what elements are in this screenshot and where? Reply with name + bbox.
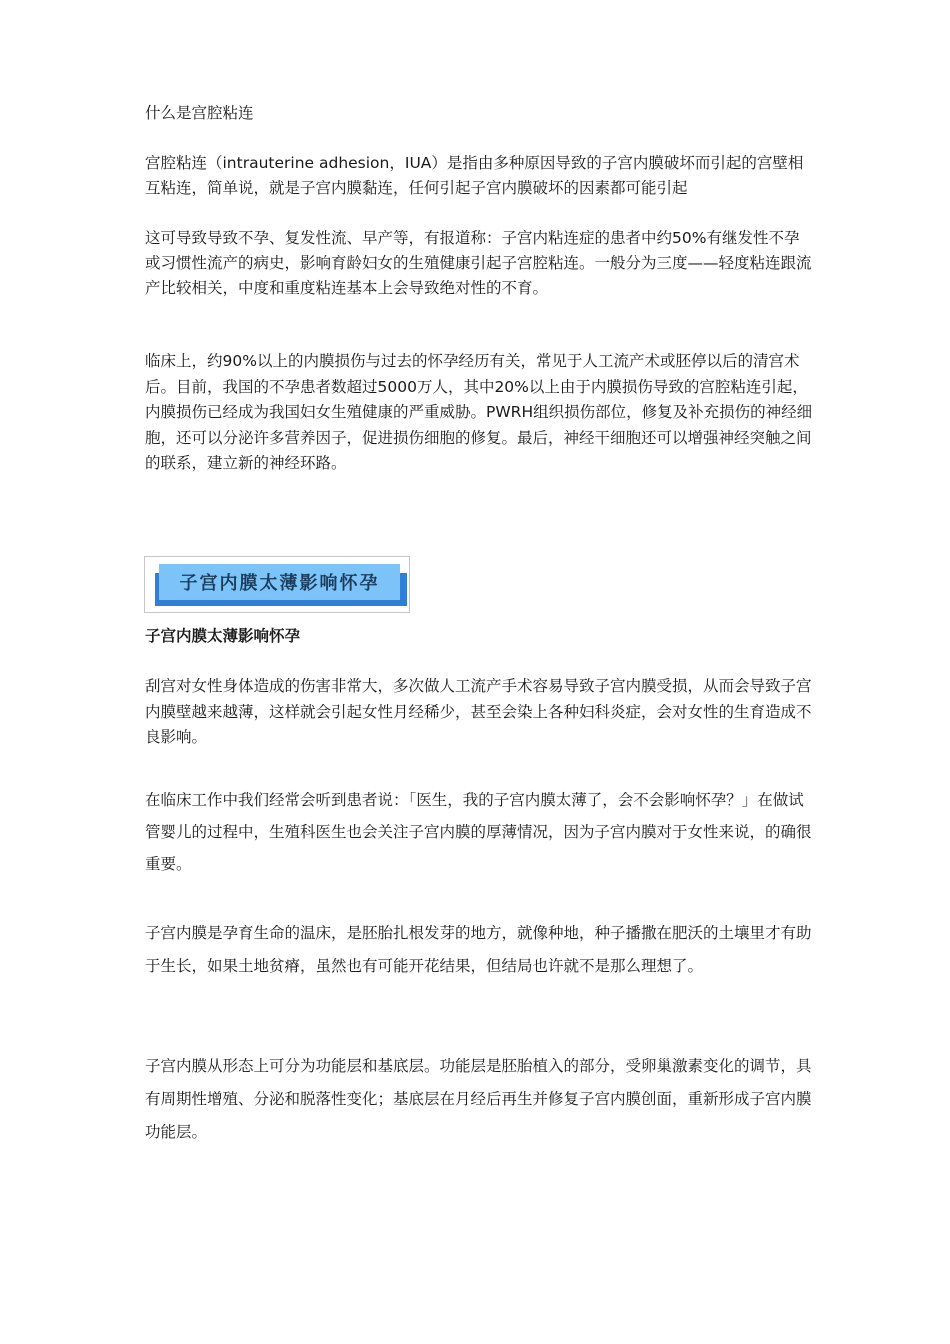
- banner-label: 子宫内膜太薄影响怀孕: [159, 564, 400, 600]
- section-heading-thin-endometrium: 子宫内膜太薄影响怀孕: [145, 627, 301, 645]
- paragraph-patient-question: 在临床工作中我们经常会听到患者说：「医生，我的子宫内膜太薄了，会不会影响怀孕？」在做试管婴儿的过程中，生殖科医生也会关注子宫内膜的厚薄情况，因为子宫内膜对于女性来说，的确很重要。: [145, 791, 812, 873]
- paragraph-clinical: 临床上，约90%以上的内膜损伤与过去的怀孕经历有关，常见于人工流产术或胚停以后的清宫术后。目前，我国的不孕患者数超过5000万人，其中20%以上由于内膜损伤导致的宫腔粘连引起，内膜损伤已经成为我国妇女生殖健康的严重威胁。PWRH组织损伤部位，修复及补充损伤的神经细胞，还可以分泌许多营养因子，促进损伤细胞的修复。最后，神经干细胞还可以增强神经突触之间的联系，建立新的神经环路。: [145, 352, 813, 472]
- paragraph-endometrium-layers: 子宫内膜从形态上可分为功能层和基底层。功能层是胚胎植入的部分，受卵巢激素变化的调节，具有周期性增殖、分泌和脱落性变化；基底层在月经后再生并修复子宫内膜创面，重新形成子宫内膜功能层。: [145, 1057, 812, 1141]
- paragraph-endometrium-metaphor: 子宫内膜是孕育生命的温床，是胚胎扎根发芽的地方，就像种地，种子播撒在肥沃的土壤里才有助于生长，如果土地贫瘠，虽然也有可能开花结果，但结局也许就不是那么理想了。: [145, 924, 812, 975]
- paragraph-consequences: 这可导致导致不孕、复发性流、早产等，有报道称：子宫内粘连症的患者中约50%有继发性不孕或习惯性流产的病史，影响育龄妇女的生殖健康引起子宫腔粘连。一般分为三度——轻度粘连跟流产比较相关，中度和重度粘连基本上会导致绝对性的不育。: [145, 229, 812, 297]
- section-banner-image: [144, 556, 410, 613]
- paragraph-curettage-harm: 刮宫对女性身体造成的伤害非常大，多次做人工流产手术容易导致子宫内膜受损，从而会导致子宫内膜壁越来越薄，这样就会引起女性月经稀少，甚至会染上各种妇科炎症，会对女性的生育造成不良影响。: [145, 677, 812, 746]
- section-heading-uterine-adhesion: 什么是宫腔粘连: [145, 104, 254, 122]
- paragraph-definition: 宫腔粘连（intrauterine adhesion，IUA）是指由多种原因导致的子宫内膜破坏而引起的宫壁相互粘连，简单说，就是子宫内膜黏连，任何引起子宫内膜破坏的因素都可能引起: [145, 154, 804, 197]
